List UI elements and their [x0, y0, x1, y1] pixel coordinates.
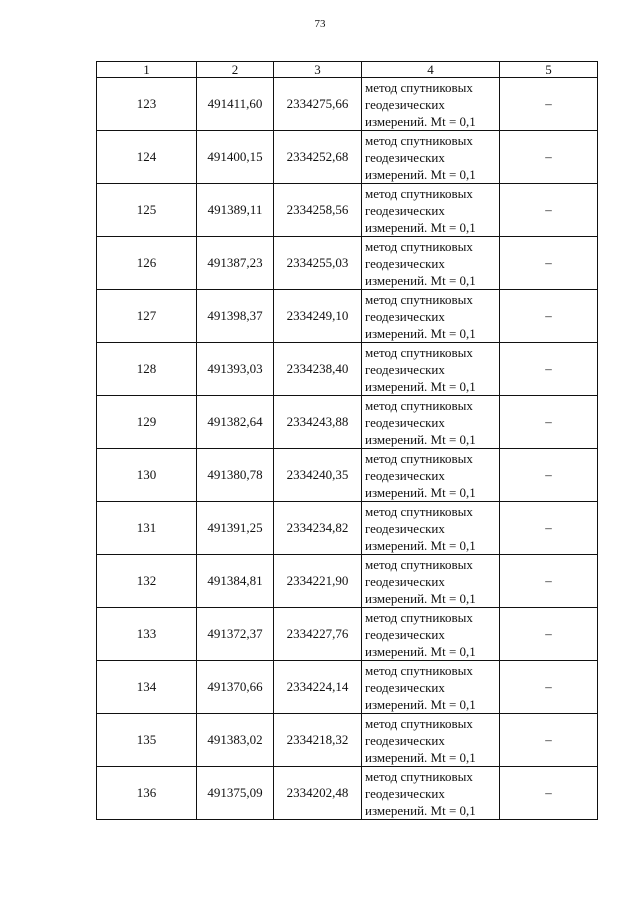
method-line: метод спутниковых [365, 344, 473, 360]
column-5-cell: – [500, 449, 598, 502]
method-line: измерений. Mt = 0,1 [365, 378, 476, 394]
table-row [97, 290, 598, 343]
method-line: метод спутниковых [365, 79, 473, 95]
method-line: геодезических [365, 202, 445, 218]
method-cell [362, 131, 500, 184]
y-coordinate-cell: 2334227,76 [274, 608, 362, 661]
x-coordinate-cell: 491382,64 [197, 396, 274, 449]
header-col-2: 2 [197, 62, 274, 78]
column-5-cell: – [500, 502, 598, 555]
point-number-cell: 128 [97, 343, 197, 396]
method-cell [362, 78, 500, 131]
point-number-cell: 130 [97, 449, 197, 502]
column-5-cell: – [500, 396, 598, 449]
method-line: геодезических [365, 785, 445, 801]
table-body [97, 78, 598, 820]
point-number-cell: 129 [97, 396, 197, 449]
table-row [97, 502, 598, 555]
point-number-cell: 127 [97, 290, 197, 343]
table-header-row [97, 62, 598, 78]
y-coordinate-cell: 2334275,66 [274, 78, 362, 131]
table-row [97, 343, 598, 396]
method-line: измерений. Mt = 0,1 [365, 431, 476, 447]
table-row [97, 608, 598, 661]
method-cell [362, 290, 500, 343]
column-5-cell: – [500, 184, 598, 237]
point-number-cell: 133 [97, 608, 197, 661]
point-number-cell: 125 [97, 184, 197, 237]
table-row [97, 131, 598, 184]
method-line: геодезических [365, 149, 445, 165]
method-line: метод спутниковых [365, 503, 473, 519]
x-coordinate-cell: 491398,37 [197, 290, 274, 343]
x-coordinate-cell: 491384,81 [197, 555, 274, 608]
point-number-cell: 124 [97, 131, 197, 184]
point-number-cell: 136 [97, 767, 197, 820]
method-line: метод спутниковых [365, 238, 473, 254]
method-line: метод спутниковых [365, 715, 473, 731]
method-line: геодезических [365, 626, 445, 642]
x-coordinate-cell: 491400,15 [197, 131, 274, 184]
method-line: геодезических [365, 361, 445, 377]
method-line: измерений. Mt = 0,1 [365, 696, 476, 712]
x-coordinate-cell: 491372,37 [197, 608, 274, 661]
x-coordinate-cell: 491387,23 [197, 237, 274, 290]
method-line: геодезических [365, 573, 445, 589]
column-5-cell: – [500, 555, 598, 608]
method-line: измерений. Mt = 0,1 [365, 590, 476, 606]
header-col-1: 1 [97, 62, 197, 78]
column-5-cell: – [500, 131, 598, 184]
y-coordinate-cell: 2334202,48 [274, 767, 362, 820]
method-line: метод спутниковых [365, 609, 473, 625]
point-number-cell: 123 [97, 78, 197, 131]
method-line: измерений. Mt = 0,1 [365, 537, 476, 553]
table-row [97, 449, 598, 502]
column-5-cell: – [500, 661, 598, 714]
method-line: измерений. Mt = 0,1 [365, 802, 476, 818]
x-coordinate-cell: 491391,25 [197, 502, 274, 555]
column-5-cell: – [500, 237, 598, 290]
table-row [97, 555, 598, 608]
table-row [97, 237, 598, 290]
method-line: метод спутниковых [365, 450, 473, 466]
method-line: метод спутниковых [365, 768, 473, 784]
method-line: измерений. Mt = 0,1 [365, 272, 476, 288]
method-cell [362, 396, 500, 449]
x-coordinate-cell: 491389,11 [197, 184, 274, 237]
method-line: измерений. Mt = 0,1 [365, 325, 476, 341]
table-row [97, 661, 598, 714]
method-cell [362, 184, 500, 237]
column-5-cell: – [500, 290, 598, 343]
method-line: геодезических [365, 96, 445, 112]
method-cell [362, 661, 500, 714]
method-line: метод спутниковых [365, 556, 473, 572]
header-col-5: 5 [500, 62, 598, 78]
method-cell [362, 714, 500, 767]
method-cell [362, 555, 500, 608]
column-5-cell: – [500, 78, 598, 131]
x-coordinate-cell: 491370,66 [197, 661, 274, 714]
y-coordinate-cell: 2334240,35 [274, 449, 362, 502]
y-coordinate-cell: 2334243,88 [274, 396, 362, 449]
x-coordinate-cell: 491383,02 [197, 714, 274, 767]
method-line: метод спутниковых [365, 291, 473, 307]
y-coordinate-cell: 2334234,82 [274, 502, 362, 555]
method-line: геодезических [365, 255, 445, 271]
point-number-cell: 126 [97, 237, 197, 290]
y-coordinate-cell: 2334252,68 [274, 131, 362, 184]
method-line: метод спутниковых [365, 662, 473, 678]
y-coordinate-cell: 2334249,10 [274, 290, 362, 343]
column-5-cell: – [500, 767, 598, 820]
method-line: метод спутниковых [365, 132, 473, 148]
y-coordinate-cell: 2334255,03 [274, 237, 362, 290]
method-line: измерений. Mt = 0,1 [365, 749, 476, 765]
method-cell [362, 343, 500, 396]
y-coordinate-cell: 2334238,40 [274, 343, 362, 396]
x-coordinate-cell: 491411,60 [197, 78, 274, 131]
method-cell [362, 449, 500, 502]
point-number-cell: 132 [97, 555, 197, 608]
method-cell [362, 767, 500, 820]
column-5-cell: – [500, 714, 598, 767]
method-line: геодезических [365, 520, 445, 536]
page-number: 73 [314, 18, 326, 30]
method-line: метод спутниковых [365, 185, 473, 201]
x-coordinate-cell: 491375,09 [197, 767, 274, 820]
point-number-cell: 131 [97, 502, 197, 555]
method-line: измерений. Mt = 0,1 [365, 166, 476, 182]
method-line: геодезических [365, 308, 445, 324]
method-line: измерений. Mt = 0,1 [365, 219, 476, 235]
method-line: метод спутниковых [365, 397, 473, 413]
header-col-4: 4 [362, 62, 500, 78]
method-line: измерений. Mt = 0,1 [365, 643, 476, 659]
method-line: геодезических [365, 467, 445, 483]
column-5-cell: – [500, 608, 598, 661]
x-coordinate-cell: 491380,78 [197, 449, 274, 502]
method-line: геодезических [365, 732, 445, 748]
method-cell [362, 237, 500, 290]
table-row [97, 714, 598, 767]
y-coordinate-cell: 2334224,14 [274, 661, 362, 714]
column-5-cell: – [500, 343, 598, 396]
table-row [97, 78, 598, 131]
header-col-3: 3 [274, 62, 362, 78]
point-number-cell: 134 [97, 661, 197, 714]
method-line: измерений. Mt = 0,1 [365, 113, 476, 129]
method-cell [362, 608, 500, 661]
point-number-cell: 135 [97, 714, 197, 767]
table-row [97, 767, 598, 820]
method-cell [362, 502, 500, 555]
table-row [97, 396, 598, 449]
method-line: геодезических [365, 414, 445, 430]
table-row [97, 184, 598, 237]
coordinates-table [96, 61, 598, 820]
method-line: геодезических [365, 679, 445, 695]
x-coordinate-cell: 491393,03 [197, 343, 274, 396]
y-coordinate-cell: 2334221,90 [274, 555, 362, 608]
y-coordinate-cell: 2334218,32 [274, 714, 362, 767]
y-coordinate-cell: 2334258,56 [274, 184, 362, 237]
method-line: измерений. Mt = 0,1 [365, 484, 476, 500]
